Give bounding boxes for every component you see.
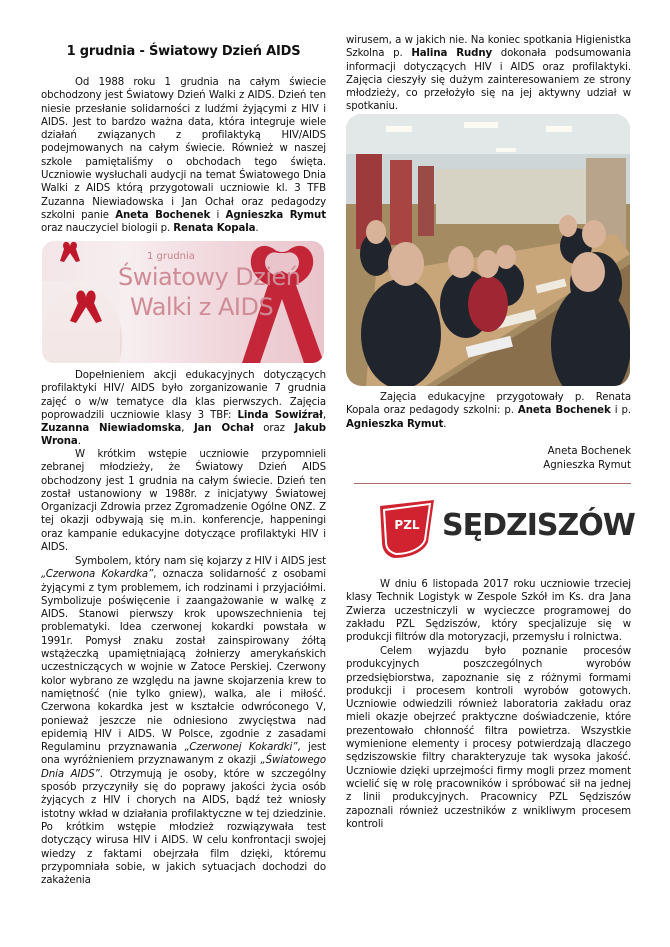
aids-image-date: 1 grudnia (147, 251, 195, 262)
aids-day-image (42, 241, 324, 363)
divider (354, 483, 631, 484)
pzl-paragraph-1: W dniu 6 listopada 2017 roku uczniowie trzeciej klasy Technik Logistyk w Zespole Szkół im Ks. dra Jana Zwierza uczestniczyli w wycieczce programowej do zakładu PZL Sędziszów, który specjalizuje się w produkcji filtrów dla motoryzacji, przemysłu i rolnictwa. (346, 579, 631, 644)
intro-paragraph: Od 1988 roku 1 grudnia na całym świecie obchodzony jest Światowy Dzień Walki z AIDS. Dzień ten niesie przesłanie solidarności z ludźmi żyjącymi z HIV i AIDS. Jest to bardzo ważna data, która integruje wiele działań związanych z profilaktyką HIV/AIDS podejmowanych na całym świecie. Również w naszej szkole pamiętaliśmy o obchodach tego święta. Uczniowie wysłuchali audycji na temat Światowego Dnia Walki z AIDS którą przygotowali uczniowie kl. 3 TFB Zuzanna Niewiadowska i Jan Ochał oraz pedagodzy szkolni panie Aneta Bochenek i Agnieszka Rymut oraz nauczyciel biologii p. Renata Kopala. (41, 77, 326, 235)
student-name: Linda Sowiźrał (237, 409, 323, 421)
signature-2: Agnieszka Rymut (543, 460, 631, 471)
pzl-sedziszow-logo (374, 498, 635, 558)
student-name: Zuzanna Niewiadomska (41, 423, 182, 435)
nurse-name: Halina Rudny (411, 48, 493, 60)
continuation-paragraph: wirusem, a w jakich nie. Na koniec spotkania Higienistka Szkolna p. Halina Rudny dokonała podsumowania informacji dotyczących HIV i AIDS oraz profilaktyki. Zajęcia cieszyły się dużym zainteresowaniem ze strony młodzieży, co przełożyło się na jej aktywny udział w spotkaniu. (346, 35, 631, 113)
student-name: Jan Ochał (193, 423, 254, 435)
logo-text: SĘDZISZÓW (442, 508, 635, 543)
signature-1: Aneta Bochenek (547, 446, 631, 457)
classroom-photo (346, 114, 630, 386)
pzl-paragraph-2: Celem wyjazdu było poznanie procesów produkcyjnych poszczególnych wyrobów przedsiębiorstwa, zapoznanie się z różnymi formami produkcji i procesem kontroli wyrobów gotowych. Uczniowie odwiedzili również laboratoria zakładu oraz mieli okazje obejrzeć praktyczne doświadczenie, które prezentowało chłonność filtra powietrza. Wszystkie wymienione elementy i procesy potwierdzają dlaczego sędziszowskie filtry charakteryzuje tak wysoka jakość. Uczniowie dzięki uprzejmości firmy mogli przez moment wcielić się w rolę pracowników i spróbować sił na jednej z linii produkcyjnych. Pracownicy PZL Sędziszów zapoznali również uczestników z wnikliwym procesem kontroli (346, 646, 631, 830)
logo-badge: PZL (394, 518, 420, 532)
student-name: Jakub Wrona (41, 423, 327, 448)
paragraph-4: Symbolem, który nam się kojarzy z HIV i AIDS jest „Czerwona Kokardka”, oznacza solidarność z osobami żyjącymi z tym problemem, ich rodzinami i przyjaciółmi. Symbolizuje poświęcenie i zaangażowanie w walkę z AIDS. Stanowi pierwszy krok upowszechnienia tej problematyki. Idea czerwonej kokardki powstała w 1991r. Pomysł znaku został zainspirowany żółtą wstążeczką upamiętniającą żołnierzy amerykańskich uczestniczących w wojnie w Zatoce Perskiej. Czerwony kolor wybrano ze względu na jawne skojarzenia krew to namiętność (nie tylko gniew), walka, ale i miłość. Czerwona kokardka jest w kształcie odwróconego V, ponieważ jeszcze nie odniesiono zwycięstwa nad epidemią HIV i AIDS. W Polsce, zgodnie z zasadami Regulaminu przyznawania „Czerwonej Kokardki”, jest ona wyróżnieniem przyznawanym z okazji „Światowego Dnia AIDS”. Otrzymują je osoby, które w szczególny sposób przyczyniły się do poprawy jakości życia osób żyjących z HIV i chorych na AIDS, bądź też wniosły istotny wkład w działania profilaktyczne w tej dziedzinie. Po krótkim wstępie młodzież rozwiązywała test dotyczący wirusa HIV i AIDS. W celu konfrontacji swojej wiedzy z faktami obejrzała film dzięki, któremu przypomniała sobie, w jakich sytuacjach dochodzi do zakażenia (41, 556, 327, 887)
red-ribbon-icon (60, 242, 80, 262)
pedagog-name: Agnieszka Rymut (346, 418, 444, 430)
pedagog-name: Aneta Bochenek (517, 405, 611, 417)
photo-caption: Zajęcia edukacyjne przygotowały p. Renata Kopala oraz pedagody szkolni: p. Aneta Bochenek i p. Agnieszka Rymut. (346, 392, 631, 430)
author-name: Aneta Bochenek (115, 209, 211, 221)
aids-image-line2: Walki z AIDS (130, 293, 274, 321)
paragraph-3: W krótkim wstępie uczniowie przypomnieli zebranej młodzieży, że Światowy Dzień AIDS obchodzony jest 1 grudnia na całym świecie. Dzień ten został ustanowiony w 1988r. z inicjatywy Światowej Organizacji Zdrowia przez Zgromadzenie Ogólne ONZ. Z tej okazji odbywają się m.in. konferencje, happeningi oraz kampanie edukacyjne dotyczące profilaktyki HIV i AIDS. (41, 449, 326, 554)
teacher-name: Renata Kopala (173, 223, 256, 235)
classroom-scene (346, 114, 630, 386)
paragraph-2: Dopełnieniem akcji edukacyjnych dotyczących profilaktyki HIV/ AIDS było zorganizowanie 7 grudnia zajęć o w/w tematyce dla klas pierwszych. Zajęcia poprowadzili uczniowie klasy 3 TBF: Linda Sowiźrał, Zuzanna Niewiadomska, Jan Ochał oraz Jakub Wrona. (41, 370, 327, 448)
article-title: 1 grudnia - Światowy Dzień AIDS (66, 44, 301, 59)
author-name: Agnieszka Rymut (225, 209, 326, 221)
aids-image-line1: Światowy Dzień (118, 263, 301, 291)
